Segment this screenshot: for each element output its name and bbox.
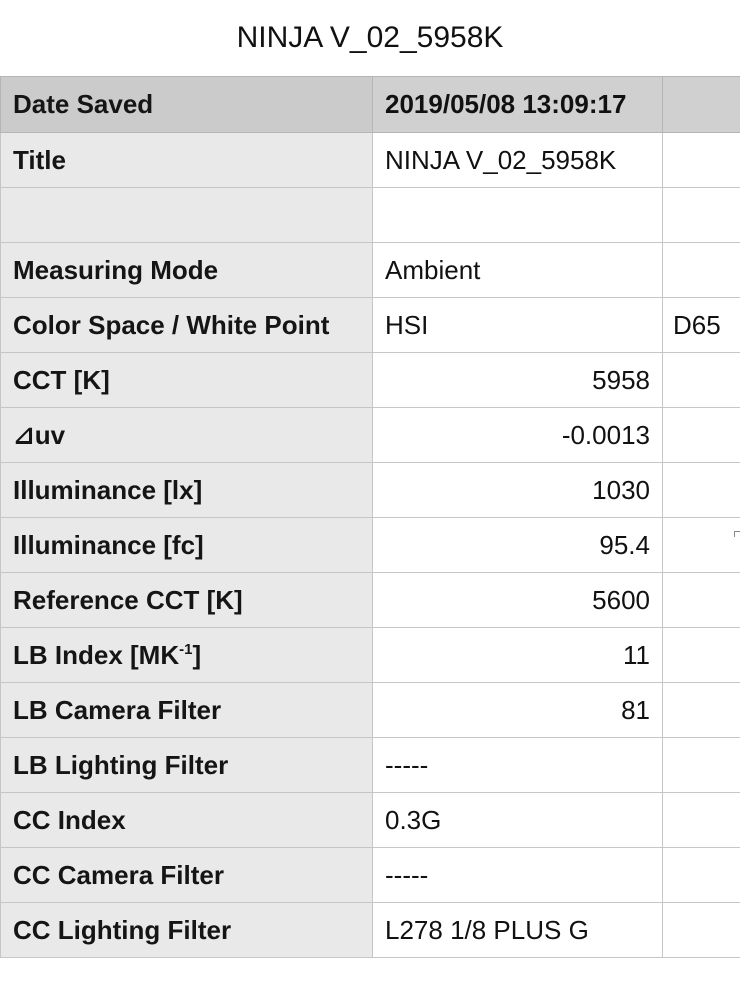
page-title: NINJA V_02_5958K — [236, 21, 504, 54]
table-row — [1, 133, 740, 188]
row-extra-title — [663, 133, 740, 188]
table-header-row — [1, 77, 740, 133]
row-extra-blank — [663, 188, 740, 243]
table-row — [1, 628, 740, 683]
table-row — [1, 353, 740, 408]
date-saved-value: 2019/05/08 13:09:17 — [373, 77, 663, 133]
row-value-blank — [373, 188, 663, 243]
row-extra-illuminance-fc — [663, 518, 740, 573]
row-label-reference-cct: Reference CCT [K] — [1, 573, 373, 628]
table-row — [1, 793, 740, 848]
row-label-blank — [1, 188, 373, 243]
row-value-measuring-mode: Ambient — [373, 243, 663, 298]
row-value-cc-index: 0.3G — [373, 793, 663, 848]
row-value-cct: 5958 — [373, 353, 663, 408]
row-value-title: NINJA V_02_5958K — [373, 133, 663, 188]
row-extra-cc-lighting-filter — [663, 903, 740, 958]
row-extra-cc-index — [663, 793, 740, 848]
row-value-cc-camera-filter: ----- — [373, 848, 663, 903]
row-label-cc-camera-filter: CC Camera Filter — [1, 848, 373, 903]
row-value-lb-index: 11 — [373, 628, 663, 683]
row-label-duv: ⊿uv — [1, 408, 373, 463]
date-saved-extra — [663, 77, 740, 133]
row-extra-duv — [663, 408, 740, 463]
row-value-illuminance-fc: 95.4 — [373, 518, 663, 573]
table-row — [1, 408, 740, 463]
row-extra-white-point: D65 — [663, 298, 740, 353]
row-extra-lb-index — [663, 628, 740, 683]
measurement-table — [0, 76, 740, 958]
table-row — [1, 848, 740, 903]
table-row — [1, 463, 740, 518]
row-value-reference-cct: 5600 — [373, 573, 663, 628]
table-row — [1, 573, 740, 628]
row-value-cc-lighting-filter: L278 1/8 PLUS G — [373, 903, 663, 958]
row-label-lb-index — [1, 628, 373, 683]
row-label-lb-lighting-filter: LB Lighting Filter — [1, 738, 373, 793]
selection-corner-mark — [734, 531, 740, 537]
row-label-color-space: Color Space / White Point — [1, 298, 373, 353]
table-row — [1, 903, 740, 958]
row-label-title: Title — [1, 133, 373, 188]
date-saved-label: Date Saved — [1, 77, 373, 133]
table-row — [1, 298, 740, 353]
row-value-lb-lighting-filter: ----- — [373, 738, 663, 793]
lb-index-label-text: LB Index [MK — [13, 639, 180, 670]
table-row — [1, 243, 740, 298]
row-value-illuminance-lx: 1030 — [373, 463, 663, 518]
row-extra-illuminance-lx — [663, 463, 740, 518]
lb-index-label-suffix: ] — [192, 639, 202, 670]
table-row — [1, 738, 740, 793]
row-value-color-space: HSI — [373, 298, 663, 353]
row-value-lb-camera-filter: 81 — [373, 683, 663, 738]
row-label-illuminance-lx: Illuminance [lx] — [1, 463, 373, 518]
row-label-measuring-mode: Measuring Mode — [1, 243, 373, 298]
lb-index-label-exponent: -1 — [179, 640, 193, 658]
row-extra-cct — [663, 353, 740, 408]
row-label-illuminance-fc: Illuminance [fc] — [1, 518, 373, 573]
row-extra-lb-lighting-filter — [663, 738, 740, 793]
row-extra-cc-camera-filter — [663, 848, 740, 903]
table-row — [1, 683, 740, 738]
row-extra-reference-cct — [663, 573, 740, 628]
row-extra-lb-camera-filter — [663, 683, 740, 738]
row-label-cct: CCT [K] — [1, 353, 373, 408]
row-value-duv: -0.0013 — [373, 408, 663, 463]
row-label-lb-camera-filter: LB Camera Filter — [1, 683, 373, 738]
row-label-cc-lighting-filter: CC Lighting Filter — [1, 903, 373, 958]
row-label-cc-index: CC Index — [1, 793, 373, 848]
table-row — [1, 188, 740, 243]
table-row — [1, 518, 740, 573]
row-extra-measuring-mode — [663, 243, 740, 298]
